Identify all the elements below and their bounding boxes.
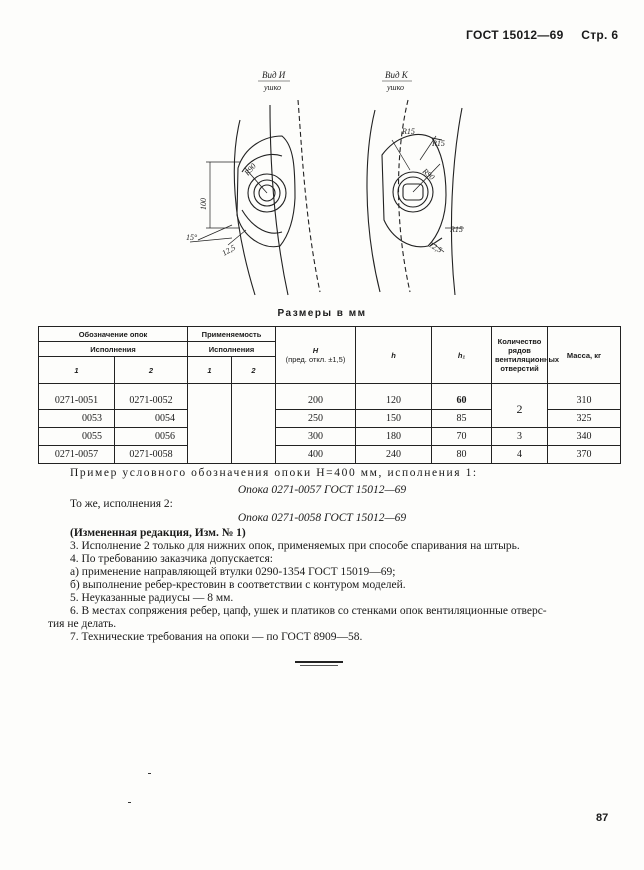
label-r90-left: R90 (242, 161, 258, 178)
page-number: 87 (596, 812, 609, 824)
same-heading: То же, исполнения 2: (70, 498, 173, 510)
label-12-5-right: 12,5 (427, 239, 444, 255)
col-2: 2 (115, 357, 188, 384)
cell-empty-2 (232, 384, 276, 464)
table-row (39, 446, 621, 464)
cell-b: 0056 (115, 428, 188, 446)
header-designation: Обозначение опок (39, 327, 188, 342)
note-7: 7. Технические требования на опоки — по ГОСТ 8909—58. (70, 631, 363, 643)
header-variant-a: Исполнения (39, 342, 188, 357)
cell-h: 120 (356, 384, 432, 410)
col-4: 2 (232, 357, 276, 384)
technical-drawing (170, 60, 490, 300)
label-12-5-left: 12,5 (220, 242, 238, 258)
cell-h: 150 (356, 410, 432, 428)
note-5: 5. Неуказанные радиусы — 8 мм. (70, 592, 234, 604)
scan-mark (128, 802, 131, 803)
changed-edition: (Измененная редакция, Изм. № 1) (70, 527, 246, 539)
cell-h: 180 (356, 428, 432, 446)
header-H-label: H (312, 346, 319, 355)
page-header (466, 28, 618, 42)
cell-h: 240 (356, 446, 432, 464)
view-right-title: Вид К (385, 70, 408, 80)
header-mass: Масса, кг (548, 327, 621, 384)
note-4: 4. По требованию заказчика допускается: (70, 553, 274, 565)
standard-number: ГОСТ 15012—69 (466, 28, 564, 42)
view-left-sub: ушко (264, 83, 282, 92)
header-usage: Применяемость (188, 327, 276, 342)
note-4b: б) выполнение ребер-крестовин в соответствии с контуром моделей. (70, 579, 406, 591)
header-h: h (356, 327, 432, 384)
dimensions-title: Размеры в мм (277, 308, 367, 319)
dimensions-table (38, 326, 621, 464)
note-6b: тия не делать. (48, 618, 117, 630)
cell-H: 400 (276, 446, 356, 464)
cell-mass: 325 (548, 410, 621, 428)
cell-a: 0271-0051 (39, 384, 115, 410)
label-r15-c: R15 (450, 225, 463, 234)
cell-H: 300 (276, 428, 356, 446)
cell-b: 0271-0052 (115, 384, 188, 410)
cell-a: 0053 (39, 410, 115, 428)
label-r90-right: R90 (420, 166, 437, 182)
view-right-sub: ушко (387, 83, 405, 92)
label-r15-b: R15 (432, 139, 445, 148)
view-left-title: Вид И (262, 70, 286, 80)
cell-h1: 85 (432, 410, 492, 428)
cell-h1: 70 (432, 428, 492, 446)
header-H (276, 327, 356, 384)
header-h1: h₁ (432, 327, 492, 384)
cell-a: 0271-0057 (39, 446, 115, 464)
separator-line (295, 661, 343, 663)
label-angle15: 15° (186, 233, 198, 242)
example-heading: Пример условного обозначения опоки H=400 мм, исполнения 1: (70, 467, 478, 479)
cell-a: 0055 (39, 428, 115, 446)
same-designation: Опока 0271-0058 ГОСТ 15012—69 (237, 512, 407, 524)
label-dim100: 100 (199, 198, 208, 210)
col-1: 1 (39, 357, 115, 384)
separator-line-thin (300, 665, 338, 666)
example-designation: Опока 0271-0057 ГОСТ 15012—69 (237, 484, 407, 496)
cell-b: 0271-0058 (115, 446, 188, 464)
table-row (39, 384, 621, 410)
col-3: 1 (188, 357, 232, 384)
cell-mass: 370 (548, 446, 621, 464)
header-H-tolerance: (пред. откл. ±1,5) (285, 355, 346, 364)
cell-h1: 60 (432, 384, 492, 410)
cell-vent: 3 (492, 428, 548, 446)
table-row (39, 428, 621, 446)
cell-empty-1 (188, 384, 232, 464)
cell-vent: 4 (492, 446, 548, 464)
note-3: 3. Исполнение 2 только для нижних опок, применяемых при способе спаривания на штырь. (70, 540, 520, 552)
cell-H: 250 (276, 410, 356, 428)
scan-mark (148, 773, 151, 774)
header-variant-b: Исполнения (188, 342, 276, 357)
page-label: Стр. 6 (581, 28, 619, 42)
note-6a: 6. В местах сопряжения ребер, цапф, ушек и платиков со стенками опок вентиляционные отверс- (70, 605, 547, 617)
cell-b: 0054 (115, 410, 188, 428)
cell-h1: 80 (432, 446, 492, 464)
cell-vent: 2 (492, 384, 548, 428)
cell-mass: 340 (548, 428, 621, 446)
note-4a: а) применение направляющей втулки 0290-1354 ГОСТ 15019—69; (70, 566, 396, 578)
cell-mass: 310 (548, 384, 621, 410)
label-r15-a: R15 (402, 127, 415, 136)
header-vent-rows: Количество рядов вентиляционных отверстий (492, 327, 548, 384)
cell-H: 200 (276, 384, 356, 410)
